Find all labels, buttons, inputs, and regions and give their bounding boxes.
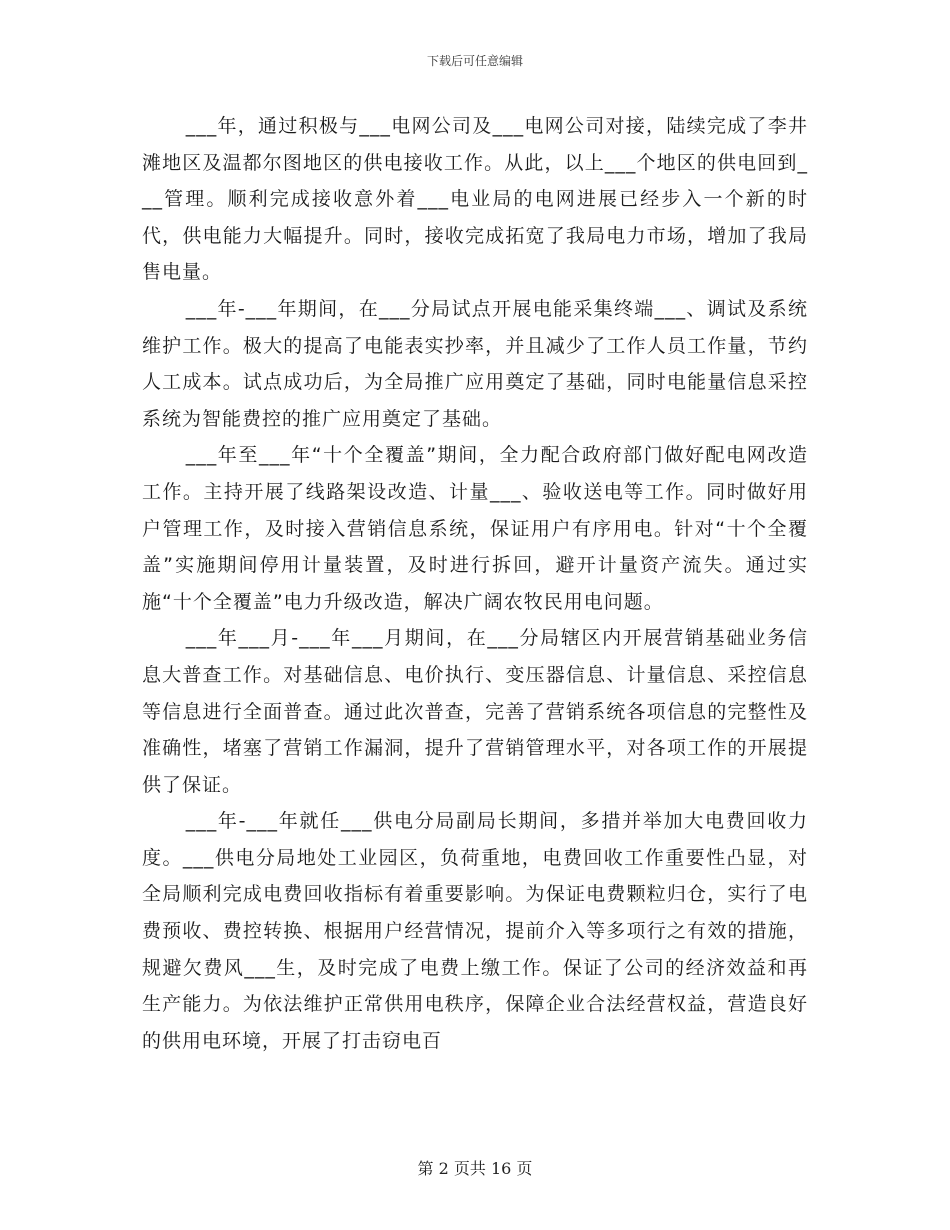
page-header: 下载后可任意编辑 [426,54,523,68]
document-body [142,108,808,1059]
paragraph-4: ___年___月-___年___月期间，在___分局辖区内开展营销基础业务信息大普查工作。对基础信息、电价执行、变压器信息、计量信息、采控信息等信息进行全面普查。通过此次普查，完善了营销系统各项信息的完整性及准确性，堵塞了营销工作漏洞，提升了营销管理水平，对各项工作的开展提供了保证。 [142,627,808,796]
paragraph-3: ___年至___年“十个全覆盖”期间，全力配合政府部门做好配电网改造工作。主持开展了线路架设改造、计量___、验收送电等工作。同时做好用户管理工作，及时接入营销信息系统，保证用户有序用电。针对“十个全覆盖”实施期间停用计量装置，及时进行拆回，避开计量资产流失。通过实施“十个全覆盖”电力升级改造，解决广阔农牧民用电问题。 [142,444,808,613]
paragraph-5: ___年-___年就任___供电分局副局长期间，多措并举加大电费回收力度。___供电分局地处工业园区，负荷重地，电费回收工作重要性凸显，对全局顺利完成电费回收指标有着重要影响。为保证电费颗粒归仓，实行了电费预收、费控转换、根据用户经营情况，提前介入等多项行之有效的措施，规避欠费风___生，及时完成了电费上缴工作。保证了公司的经济效益和再生产能力。为依法维护正常供用电秩序，保障企业合法经营权益，营造良好的供用电环境，开展了打击窃电百 [142,810,808,1052]
page-footer: 第 2 页共 16 页 [417,1159,533,1178]
paragraph-2: ___年-___年期间，在___分局试点开展电能采集终端___、调试及系统维护工作。极大的提高了电能表实抄率，并且减少了工作人员工作量，节约人工成本。试点成功后，为全局推广应用奠定了基础，同时电能量信息采控系统为智能费控的推广应用奠定了基础。 [142,297,808,430]
paragraph-1: ___年，通过积极与___电网公司及___电网公司对接，陆续完成了李井滩地区及温都尔图地区的供电接收工作。从此，以上___个地区的供电回到___管理。顺利完成接收意外着___电业局的电网进展已经步入一个新的时代，供电能力大幅提升。同时，接收完成拓宽了我局电力市场，增加了我局售电量。 [142,115,808,284]
